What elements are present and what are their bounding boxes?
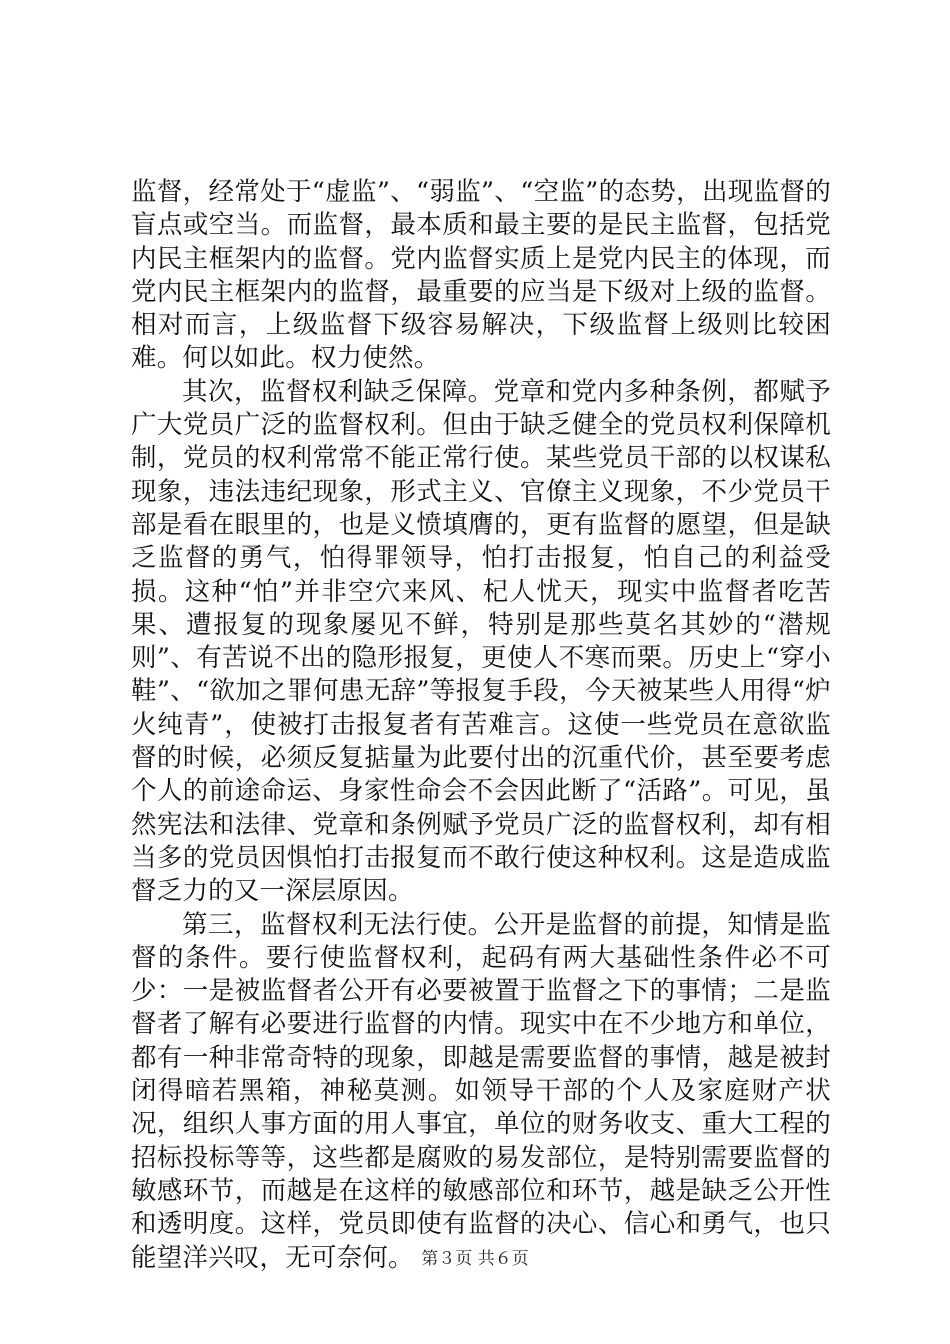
- document-body: [131, 176, 831, 1275]
- paragraph-third-point: 第三，监督权利无法行使。公开是监督的前提，知情是监督的条件。要行使监督权利，起码有两大基础性条件必不可少：一是被监督者公开有必要被置于监督之下的事情；二是监督者了解有必要进行监督的内情。现实中在不少地方和单位，都有一种非常奇特的现象，即越是需要监督的事情，越是被封闭得暗若黑箱，神秘莫测。如领导干部的个人及家庭财产状况，组织人事方面的用人事宜，单位的财务收支、重大工程的招标投标等等，这些都是腐败的易发部位，是特别需要监督的敏感环节，而越是在这样的敏感部位和环节，越是缺乏公开性和透明度。这样，党员即使有监督的决心、信心和勇气，也只能望洋兴叹，无可奈何。: [131, 909, 831, 1273]
- page-footer: 第３页 共６页: [421, 1249, 529, 1269]
- paragraph-second-point: 其次，监督权利缺乏保障。党章和党内多种条例，都赋予广大党员广泛的监督权利。但由于缺乏健全的党员权利保障机制，党员的权利常常不能正常行使。某些党员干部的以权谋私现象，违法违纪现象，形式主义、官僚主义现象，不少党员干部是看在眼里的，也是义愤填膺的，更有监督的愿望，但是缺乏监督的勇气，怕得罪领导，怕打击报复，怕自己的利益受损。这种“怕”并非空穴来风、杞人忧天，现实中监督者吃苦果、遭报复的现象屡见不鲜，特别是那些莫名其妙的“潜规则”、有苦说不出的隐形报复，更使人不寒而栗。历史上“穿小鞋”、“欲加之罪何患无辞”等报复手段，今天被某些人用得“炉火纯青”，使被打击报复者有苦难言。这使一些党员在意欲监督的时候，必须反复掂量为此要付出的沉重代价，甚至要考虑个人的前途命运、身家性命会不会因此断了“活路”。可见，虽然宪法和法律、党章和条例赋予党员广泛的监督权利，却有相当多的党员因惧怕打击报复而不敢行使这种权利。这是造成监督乏力的又一深层原因。: [131, 376, 831, 907]
- paragraph-continuation: 监督，经常处于“虚监”、“弱监”、“空监”的态势，出现监督的盲点或空当。而监督，最本质和最主要的是民主监督，包括党内民主框架内的监督。党内监督实质上是党内民主的体现，而党内民主框架内的监督，最重要的应当是下级对上级的监督。相对而言，上级监督下级容易解决，下级监督上级则比较困难。何以如此。权力使然。: [131, 177, 831, 374]
